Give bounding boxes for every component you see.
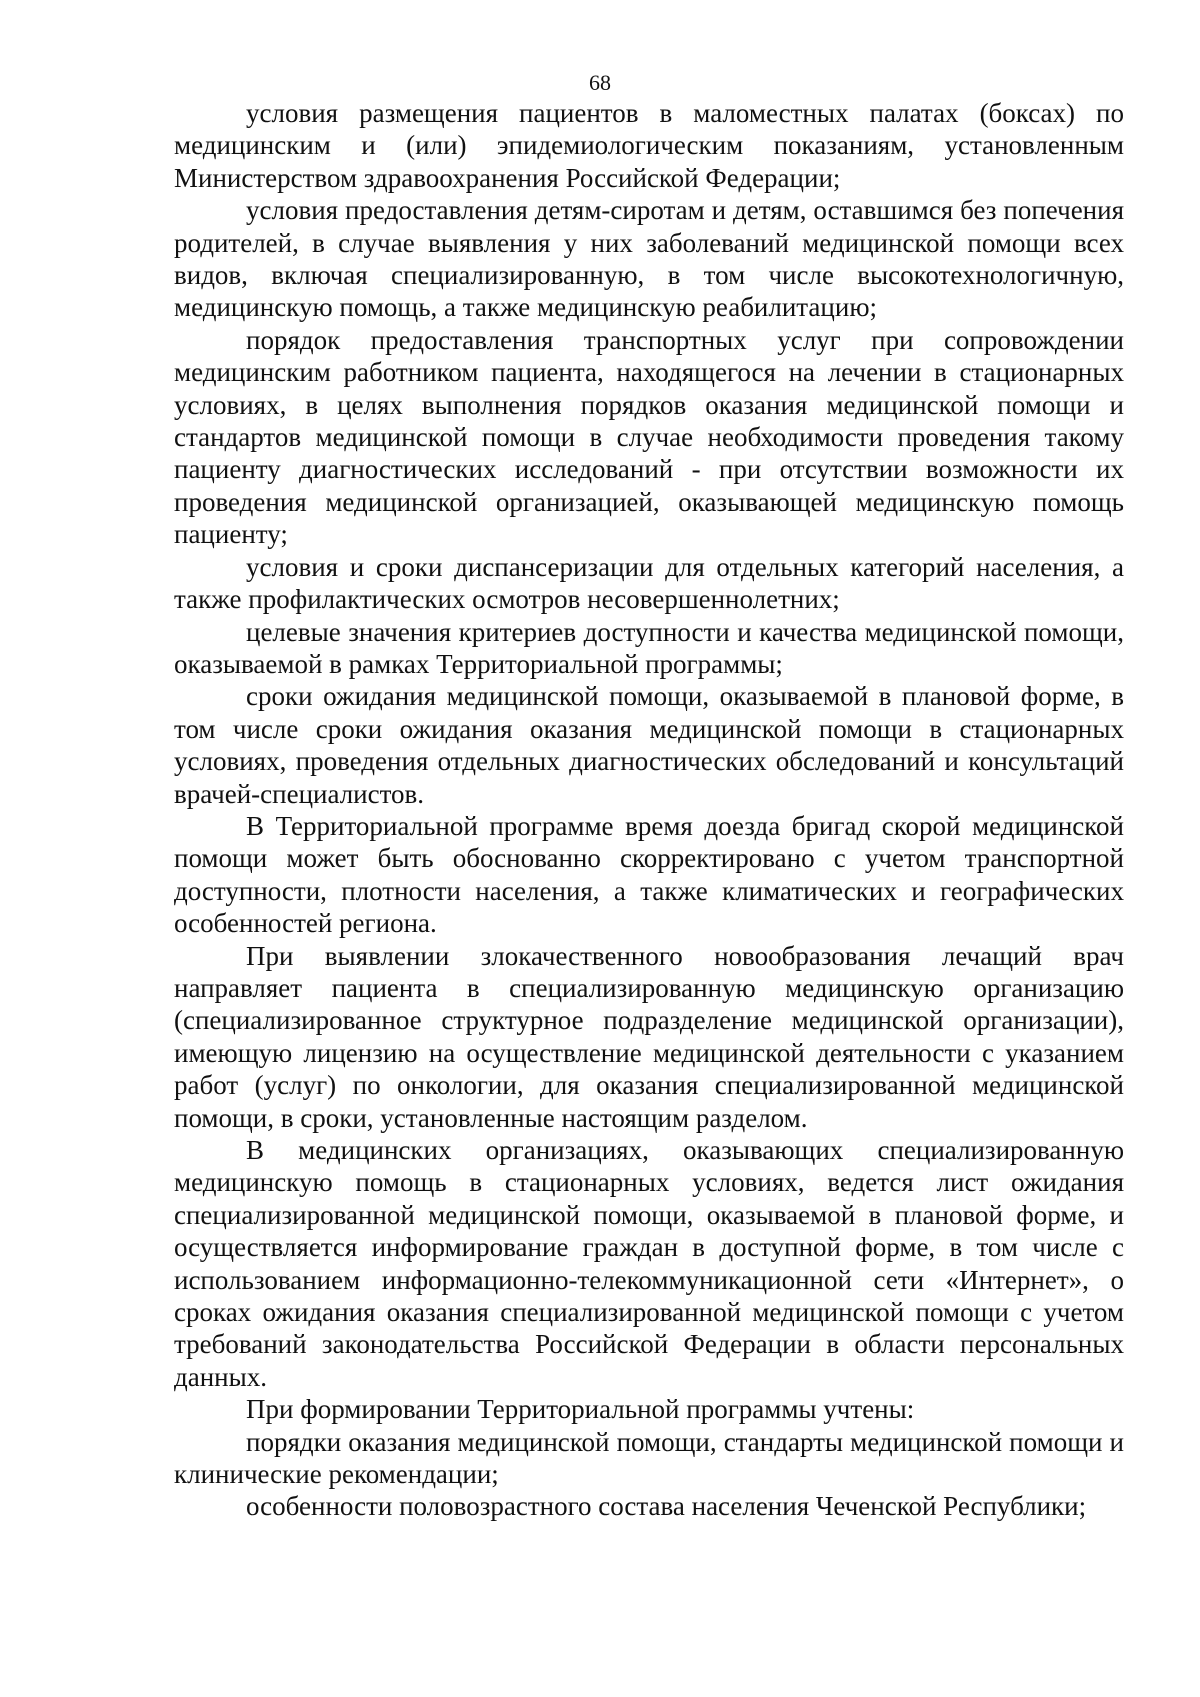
paragraph: целевые значения критериев доступности и качества медицинской помощи, оказываемой в рамках Территориальной программы; [174, 616, 1124, 679]
paragraph: условия размещения пациентов в маломестных палатах (боксах) по медицинским и (или) эпидемиологическим показаниям, установленным Министерством здравоохранения Российской Федерации; [174, 98, 1124, 193]
paragraph: сроки ожидания медицинской помощи, оказываемой в плановой форме, в том числе сроки ожидания оказания медицинской помощи в стационарных условиях, проведения отдельных диагностических обследований и консультаций врачей-специалистов. [174, 681, 1124, 809]
paragraph: особенности половозрастного состава населения Чеченской Республики; [246, 1491, 1087, 1522]
paragraph: При выявлении злокачественного новообразования лечащий врач направляет пациента в специализированную медицинскую организацию (специализированное структурное подразделение медицинской организации), имеющую лицензию на осуществление медицинской деятельности с указанием работ (услуг) по онкологии, для оказания специализированной медицинской помощи, в сроки, установленные настоящим разделом. [174, 940, 1124, 1133]
page-number: 68 [589, 70, 611, 95]
document-body [174, 97, 1124, 1523]
paragraph: порядок предоставления транспортных услуг при сопровождении медицинским работником пациента, находящегося на лечении в стационарных условиях, в целях выполнения порядков оказания медицинской помощи и стандартов медицинской помощи в случае необходимости проведения такому пациенту диагностических исследований - при отсутствии возможности их проведения медицинской организацией, оказывающей медицинскую помощь пациенту; [174, 324, 1124, 550]
paragraph: условия предоставления детям-сиротам и детям, оставшимся без попечения родителей, в случае выявления у них заболеваний медицинской помощи всех видов, включая специализированную, в том числе высокотехнологичную, медицинскую помощь, а также медицинскую реабилитацию; [174, 195, 1124, 323]
paragraph: В Территориальной программе время доезда бригад скорой медицинской помощи может быть обоснованно скорректировано с учетом транспортной доступности, плотности населения, а также климатических и географических особенностей региона. [174, 810, 1124, 939]
paragraph: условия и сроки диспансеризации для отдельных категорий населения, а также профилактических осмотров несовершеннолетних; [174, 551, 1124, 615]
paragraph: В медицинских организациях, оказывающих специализированную медицинскую помощь в стационарных условиях, ведется лист ожидания специализированной медицинской помощи, оказываемой в плановой форме, и осуществляется информирование граждан в доступной форме, в том числе с использованием информационно-телекоммуникационной сети «Интернет», о сроках ожидания оказания специализированной медицинской помощи с учетом требований законодательства Российской Федерации в области персональных данных. [174, 1135, 1124, 1392]
paragraph: При формировании Территориальной программы учтены: [246, 1394, 915, 1425]
paragraph: порядки оказания медицинской помощи, стандарты медицинской помощи и клинические рекомендации; [174, 1426, 1124, 1490]
